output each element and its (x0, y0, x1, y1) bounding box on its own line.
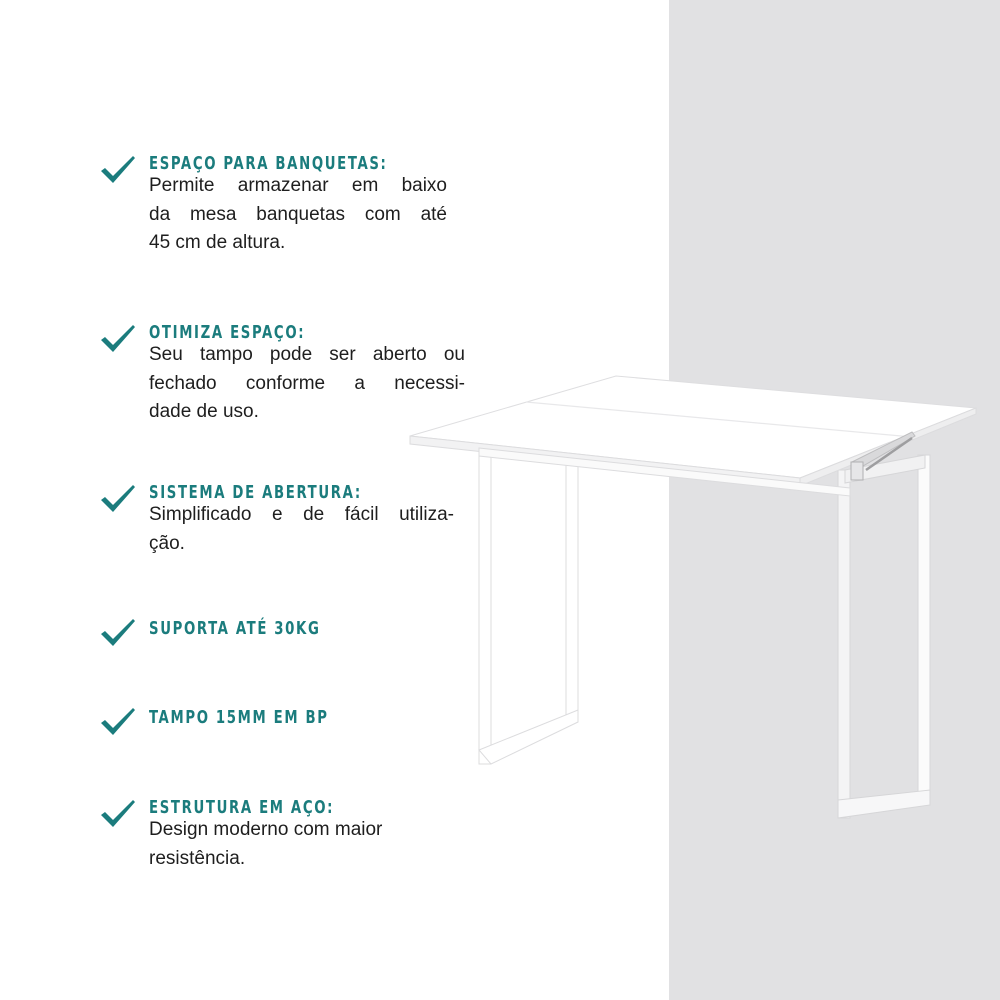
description-line: fechado conforme a necessi- (149, 372, 465, 394)
checkmark-icon (100, 799, 136, 829)
checkmark-icon (100, 324, 136, 354)
description-line: 45 cm de altura. (149, 232, 286, 253)
feature-title: ESTRUTURA EM AÇO: (149, 797, 335, 818)
feature-title: SUPORTA ATÉ 30KG (149, 618, 321, 639)
feature-title: TAMPO 15MM EM BP (149, 707, 329, 728)
feature-title: ESPAÇO PARA BANQUETAS: (149, 153, 388, 174)
description-line: da mesa banquetas com até (149, 203, 447, 225)
description-line: Design moderno com maior (149, 819, 383, 840)
feature-title: OTIMIZA ESPAÇO: (149, 322, 306, 343)
checkmark-icon (100, 618, 136, 648)
folding-table-illustration (405, 370, 985, 830)
description-line: dade de uso. (149, 401, 259, 422)
feature-title: SISTEMA DE ABERTURA: (149, 482, 362, 503)
description-line: Seu tampo pode ser aberto ou (149, 344, 465, 365)
description-line: ção. (149, 532, 185, 554)
checkmark-icon (100, 484, 136, 514)
description-line: resistência. (149, 847, 246, 869)
description-line: Permite armazenar em baixo (149, 175, 447, 196)
checkmark-icon (100, 155, 136, 185)
feature-description (149, 172, 447, 258)
description-line: Simplificado e de fácil utiliza- (149, 504, 454, 525)
checkmark-icon (100, 707, 136, 737)
feature-description (149, 816, 447, 873)
